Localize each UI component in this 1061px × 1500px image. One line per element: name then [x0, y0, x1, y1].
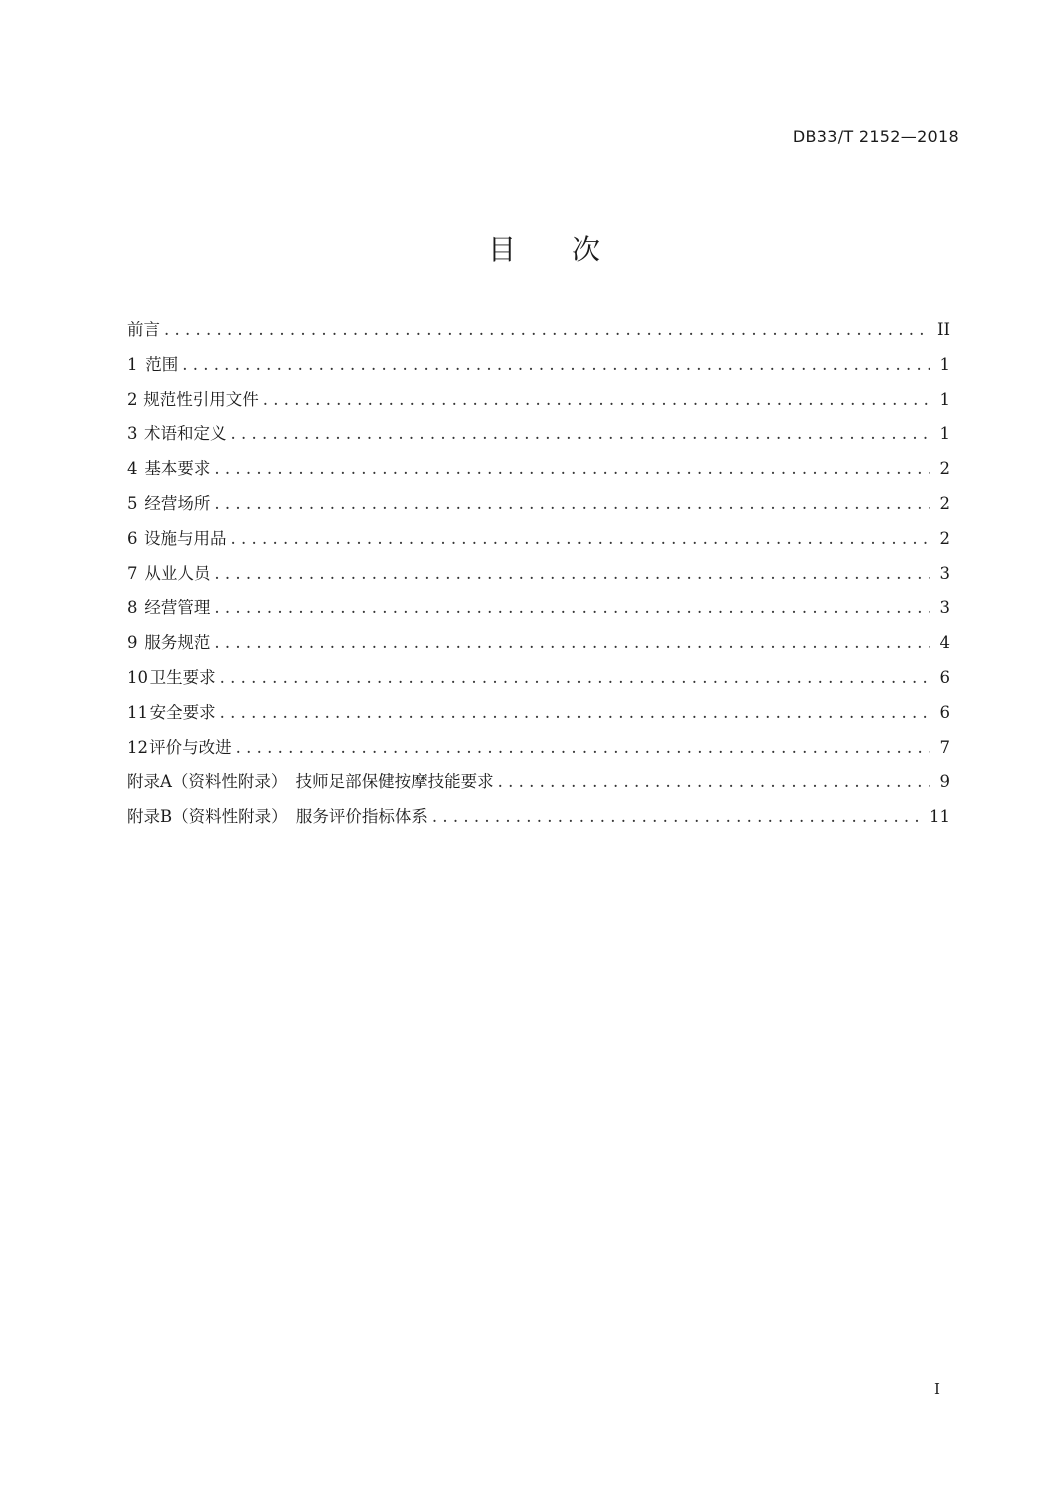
toc-entry-6[interactable] [127, 525, 950, 560]
dot-leader [263, 390, 930, 409]
dot-leader [214, 598, 930, 617]
toc-entry-page: 11 [929, 807, 950, 827]
toc-entry-5[interactable] [127, 490, 950, 525]
toc-entry-4[interactable] [127, 455, 950, 490]
standard-code: DB33/T 2152—2018 [792, 127, 959, 146]
dot-leader [220, 703, 930, 722]
toc-entry-number: 7 [127, 563, 138, 583]
dot-leader [231, 529, 930, 548]
toc-entry-label: 术语和定义 [144, 424, 227, 444]
toc-entry-page: 3 [939, 598, 950, 618]
page-number: I [934, 1380, 940, 1398]
toc-entry-number: 8 [127, 598, 138, 618]
toc-entry-label: 评价与改进 [149, 737, 232, 757]
dot-leader [182, 355, 930, 374]
dot-leader [231, 424, 930, 443]
toc-entry-label: 规范性引用文件 [143, 389, 259, 409]
toc-entry-label: 安全要求 [149, 702, 216, 722]
toc-entry-number: 10 [127, 667, 148, 687]
toc-entry-9[interactable] [127, 629, 950, 664]
toc-entry-2[interactable] [127, 386, 950, 421]
toc-entry-number: 2 [127, 389, 138, 409]
toc-entry-label: 经营场所 [144, 493, 211, 513]
toc-entry-page: 9 [939, 772, 950, 792]
toc-entry-label: 从业人员 [144, 563, 211, 583]
toc-entry-label: 范围 [145, 354, 179, 374]
dot-leader [214, 564, 930, 583]
title-char-1: 目 [487, 233, 516, 266]
toc-entry-page: 7 [939, 737, 950, 757]
toc-entry-page: 6 [939, 667, 950, 687]
dot-leader [214, 494, 930, 513]
title-char-2: 次 [572, 233, 601, 266]
toc-entry-7[interactable] [127, 560, 950, 595]
toc-entry-page: 1 [939, 424, 950, 444]
toc-entry-page: 2 [939, 493, 950, 513]
toc-entry-page: 2 [939, 459, 950, 479]
toc-entry-label: 附录A（资料性附录） 技师足部保健按摩技能要求 [127, 772, 494, 792]
toc-entry-number: 12 [127, 737, 148, 757]
toc-entry-appendix-a[interactable] [127, 768, 950, 803]
toc-entry-10[interactable] [127, 664, 950, 699]
dot-leader [214, 633, 930, 652]
toc-entry-page: 2 [939, 528, 950, 548]
dot-leader [220, 668, 930, 687]
toc-entry-1[interactable] [127, 351, 950, 386]
dot-leader [498, 772, 930, 791]
toc-entry-number: 1 [127, 354, 138, 374]
dot-leader [164, 320, 929, 339]
toc-entry-page: 6 [939, 702, 950, 722]
toc-entry-12[interactable] [127, 734, 950, 769]
table-of-contents [127, 316, 950, 838]
toc-entry-number: 4 [127, 459, 138, 479]
toc-entry-label: 服务规范 [144, 633, 211, 653]
page-title [0, 228, 1061, 268]
toc-entry-label: 附录B（资料性附录） 服务评价指标体系 [127, 807, 428, 827]
toc-entry-label: 前言 [127, 320, 160, 339]
toc-entry-page: 1 [939, 354, 950, 374]
toc-entry-foreword[interactable] [127, 316, 950, 351]
toc-entry-number: 5 [127, 493, 138, 513]
toc-entry-number: 6 [127, 528, 138, 548]
toc-entry-number: 3 [127, 424, 138, 444]
toc-entry-label: 经营管理 [144, 598, 211, 618]
toc-entry-page: 4 [939, 633, 950, 653]
toc-entry-8[interactable] [127, 594, 950, 629]
toc-entry-page: 3 [939, 563, 950, 583]
dot-leader [236, 738, 930, 757]
toc-entry-label: 基本要求 [144, 459, 211, 479]
toc-entry-3[interactable] [127, 420, 950, 455]
toc-entry-page: II [936, 320, 950, 339]
toc-entry-label: 卫生要求 [149, 667, 216, 687]
toc-entry-number: 9 [127, 633, 138, 653]
toc-entry-11[interactable] [127, 699, 950, 734]
toc-entry-number: 11 [127, 702, 148, 722]
dot-leader [214, 459, 930, 478]
toc-entry-appendix-b[interactable] [127, 803, 950, 838]
toc-entry-label: 设施与用品 [144, 528, 227, 548]
dot-leader [432, 807, 921, 826]
toc-entry-page: 1 [939, 389, 950, 409]
